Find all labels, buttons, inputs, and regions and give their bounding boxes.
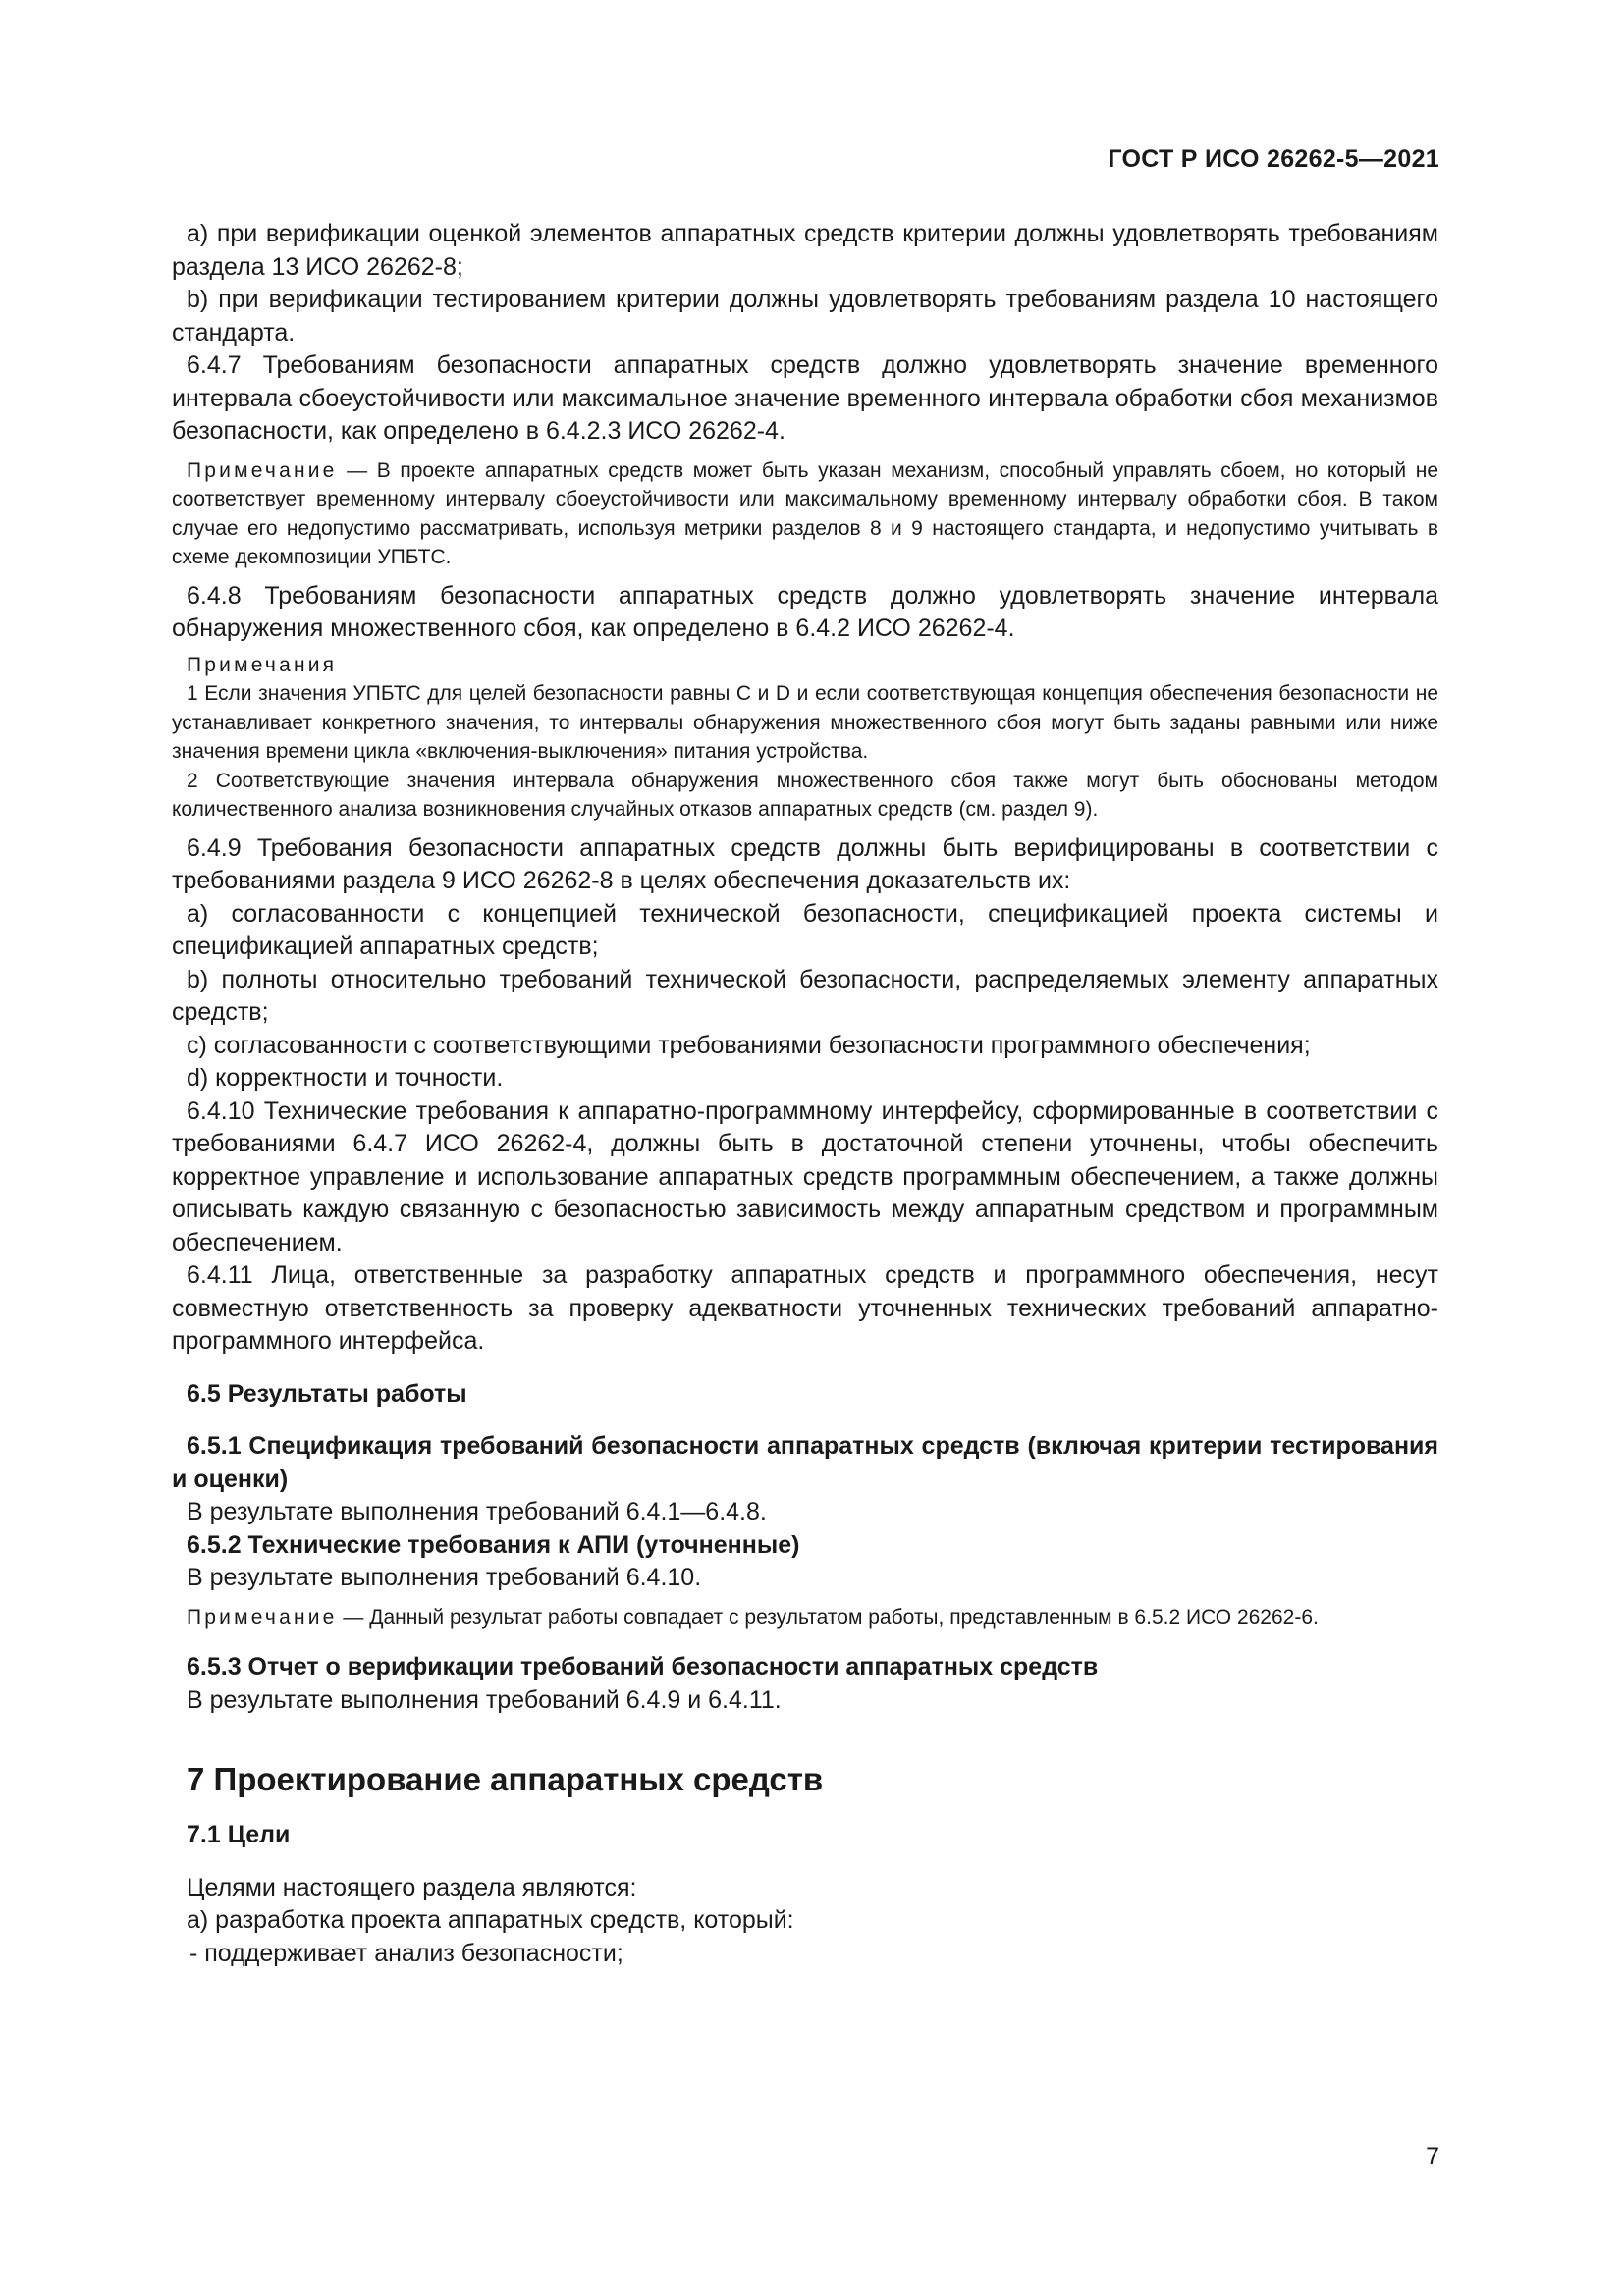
result-6-5-3: В результате выполнения требований 6.4.9 и 6.4.11.: [187, 1685, 782, 1714]
note-text: — В проекте аппаратных средств может быть указан механизм, способный управлять сбоем, но который не соответствует временному интервалу сбоеустойчивости или максимальному временному интервалу обработки сбоя. В таком случае его недопустимо рассматривать, используя метрики разделов 8 и 9 настоящего стандарта, и недопустимо учитывать в схеме декомпозиции УПБТС.: [172, 458, 1438, 568]
note-text: — Данный результат работы совпадает с результатом работы, представленным в 6.5.2 ИСО 26262-6.: [337, 1605, 1319, 1629]
paragraph-6-4-9: 6.4.9 Требования безопасности аппаратных средств должны быть верифицированы в соответствии с требованиями раздела 9 ИСО 26262-8 в целях обеспечения доказательств их:: [172, 833, 1438, 894]
list-item-d: d) корректности и точности.: [187, 1064, 504, 1092]
subsection-heading-6-5-3: 6.5.3 Отчет о верификации требований безопасности аппаратных средств: [187, 1653, 1099, 1681]
goal-item-a: а) разработка проекта аппаратных средств, который:: [187, 1906, 794, 1934]
note-item-2: 2 Соответствующие значения интервала обнаружения множественного сбоя также могут быть обоснованы методом количественного анализа возникновения случайных отказов аппаратных средств (см. раздел 9).: [172, 769, 1438, 821]
list-item-a: а) согласованности с концепцией технической безопасности, спецификацией проекта системы и спецификацией аппаратных средств;: [172, 899, 1438, 960]
list-item-c: с) согласованности с соответствующими требованиями безопасности программного обеспечения;: [187, 1031, 1311, 1059]
page-number: 7: [1426, 2143, 1439, 2170]
subsection-heading-6-5-2: 6.5.2 Технические требования к АПИ (уточненные): [187, 1530, 800, 1559]
note-label: Примечание: [187, 1605, 338, 1629]
note-6-5-2: [172, 1603, 1438, 1632]
paragraph-verification-a: а) при верификации оценкой элементов аппаратных средств критерии должны удовлетворять требованиям раздела 13 ИСО 26262-8;: [172, 220, 1438, 281]
paragraph-verification-b: b) при верификации тестированием критерии должны удовлетворять требованиям раздела 10 настоящего стандарта.: [172, 286, 1438, 347]
note-item-1: 1 Если значения УПБТС для целей безопасности равны С и D и если соответствующая концепция обеспечения безопасности не устанавливает конкретного значения, то интервалы обнаружения множественного сбоя могут быть заданы равными или ниже значения времени цикла «включения-выключения» питания устройства.: [172, 682, 1438, 763]
notes-label: Примечания: [187, 653, 338, 676]
section-heading-6-5: 6.5 Результаты работы: [187, 1379, 467, 1408]
document-header: ГОСТ Р ИСО 26262-5—2021: [1108, 145, 1439, 173]
list-item-b: b) полноты относительно требований технической безопасности, распределяемых элементу аппаратных средств;: [172, 965, 1438, 1026]
subsection-heading-6-5-1: 6.5.1 Спецификация требований безопасности аппаратных средств (включая критерии тестирования и оценки): [172, 1432, 1438, 1493]
note-label: Примечание: [187, 458, 338, 482]
paragraph-6-4-7: 6.4.7 Требованиям безопасности аппаратных средств должно удовлетворять значение временного интервала сбоеустойчивости или максимальное значение временного интервала обработки сбоя механизмов безопасности, как определено в 6.4.2.3 ИСО 26262-4.: [172, 351, 1438, 445]
goal-subitem: - поддерживает анализ безопасности;: [189, 1939, 623, 1967]
page-content: [172, 218, 1438, 1970]
paragraph-6-4-11: 6.4.11 Лица, ответственные за разработку аппаратных средств и программного обеспечения, несут совместную ответственность за проверку адекватности уточненных технических требований аппаратно-программного интерфейса.: [172, 1261, 1438, 1355]
paragraph-6-4-8: 6.4.8 Требованиям безопасности аппаратных средств должно удовлетворять значение интервала обнаружения множественного сбоя, как определено в 6.4.2 ИСО 26262-4.: [172, 581, 1438, 642]
result-6-5-1: В результате выполнения требований 6.4.1—6.4.8.: [187, 1498, 767, 1525]
section-heading-7-1: 7.1 Цели: [187, 1821, 291, 1848]
chapter-heading-7: 7 Проектирование аппаратных средств: [187, 1761, 824, 1797]
paragraph-goals-intro: Целями настоящего раздела являются:: [187, 1873, 637, 1901]
result-6-5-2: В результате выполнения требований 6.4.10.: [187, 1564, 702, 1591]
note-6-4-7: [172, 456, 1438, 572]
paragraph-6-4-10: 6.4.10 Технические требования к аппаратно-программному интерфейсу, сформированные в соответствии с требованиями 6.4.7 ИСО 26262-4, должны быть в достаточной степени уточнены, чтобы обеспечить корректное управление и использование аппаратных средств программным обеспечением, а также должны описывать каждую связанную с безопасностью зависимость между аппаратным средством и программным обеспечением.: [172, 1096, 1438, 1256]
